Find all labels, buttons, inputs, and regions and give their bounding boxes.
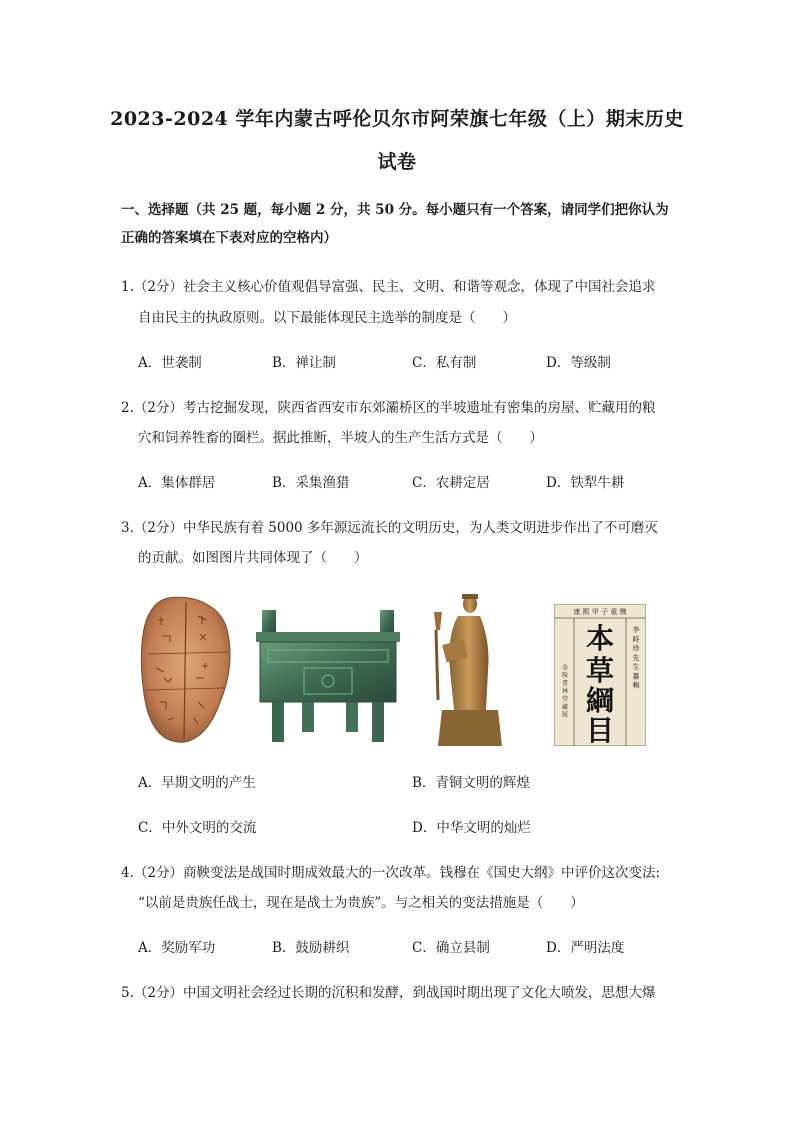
question-3-line1: 3.（2分）中华民族有着 5000 多年源远流长的文明历史，为人类文明进步作出了不可磨灭 [121, 520, 658, 536]
question-2-line1: 2.（2分）考古挖掘发现，陕西省西安市东郊灞桥区的半坡遗址有密集的房屋、贮藏用的粮 [121, 400, 656, 416]
book-right-text: 李 時 珍 先 生 纂 輯 [632, 626, 640, 689]
q1-option-c: C．私有制 [412, 355, 477, 371]
q1-option-d: D．等级制 [546, 355, 611, 371]
q2-option-d: D．铁犁牛耕 [546, 475, 625, 491]
q1-option-b: B．禅让制 [272, 355, 336, 371]
q4-option-a: A．奖励军功 [138, 940, 216, 956]
question-3-line2: 的贡献。如图图片共同体现了（ ） [138, 550, 368, 566]
exam-title-line1: 2023-2024 学年内蒙古呼伦贝尔市阿荣旗七年级（上）期末历史 [110, 108, 684, 130]
question-3-images [134, 590, 664, 750]
book-title-char-2: 草 [585, 654, 615, 687]
q3-option-d: D．中华文明的灿烂 [412, 820, 531, 836]
question-5-line1: 5.（2分）中国文明社会经过长期的沉积和发酵，到战国时期出现了文化大喷发，思想大爆 [121, 985, 656, 1001]
book-title-char-3: 綱 [585, 684, 615, 717]
book-cover-image [554, 604, 646, 746]
exam-title-line2: 试卷 [377, 151, 417, 173]
question-4-line2: “以前是贵族任战士，现在是战士为贵族”。与之相关的变法措施是（ ） [138, 895, 584, 911]
book-top-text: 康 熙 甲 子 重 镌 [573, 608, 627, 616]
q4-option-d: D．严明法度 [546, 940, 625, 956]
section-heading-line1: 一、选择题（共 25 题，每小题 2 分，共 50 分。每小题只有一个答案，请同学们把你认为 [121, 202, 669, 218]
question-1-line1: 1.（2分）社会主义核心价值观倡导富强、民主、文明、和谐等观念，体现了中国社会追求 [121, 279, 656, 295]
q4-option-b: B．鼓励耕织 [272, 940, 350, 956]
question-4-line1: 4.（2分）商鞅变法是战国时期成效最大的一次改革。钱穆在《国史大纲》中评价这次变法: [121, 865, 661, 881]
q1-option-a: A．世袭制 [138, 355, 202, 371]
oracle-bone-image [138, 594, 234, 746]
question-2-line2: 穴和饲养牲畜的圈栏。据此推断，半坡人的生产生活方式是（ ） [138, 430, 543, 446]
q2-option-a: A．集体群居 [138, 475, 216, 491]
q3-option-a: A．早期文明的产生 [138, 775, 256, 791]
q2-option-c: C．农耕定居 [412, 475, 490, 491]
q3-option-b: B．青铜文明的辉煌 [412, 775, 530, 791]
q2-option-b: B．采集渔猎 [272, 475, 350, 491]
section-heading-line2: 正确的答案填在下表对应的空格内） [121, 230, 337, 246]
bronze-ding-image [252, 608, 404, 746]
book-left-text: 金 陵 書 林 堂 藏 版 [560, 664, 568, 718]
book-title-char-4: 目 [585, 714, 615, 746]
question-1-line2: 自由民主的执政原则。以下最能体现民主选举的制度是（ ） [138, 310, 516, 326]
book-title-char-1: 本 [585, 622, 615, 655]
statue-image [430, 590, 510, 746]
q4-option-c: C．确立县制 [412, 940, 490, 956]
q3-option-c: C．中外文明的交流 [138, 820, 257, 836]
